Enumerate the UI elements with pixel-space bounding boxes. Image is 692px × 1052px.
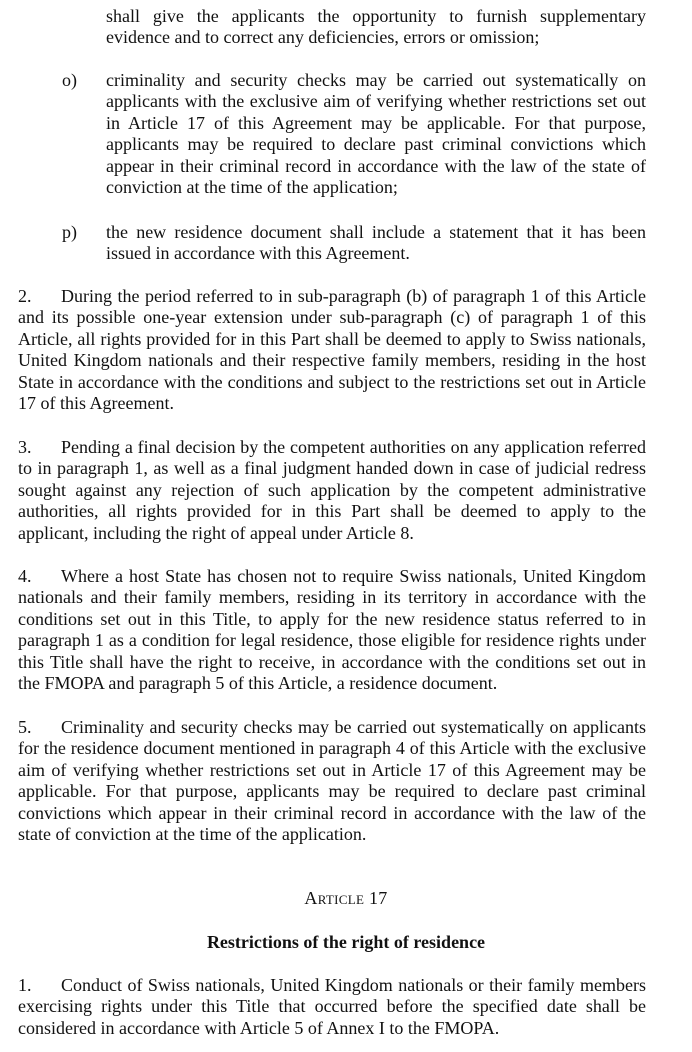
paragraph-text: During the period referred to in sub-paragraph (b) of paragraph 1 of this Article and its possible one-year extension under sub-paragraph (c) of paragraph 1 of this Article, all rights provided for in this Part shall be deemed to apply to Swiss nationals, United Kingdom nationals and their respective family members, residing in the host State in accordance with the conditions and subject to the restrictions set out in Article 17 of this Agreement. (18, 286, 646, 414)
paragraph-number: 4. (18, 566, 32, 586)
paragraph-text: Where a host State has chosen not to require Swiss nationals, United Kingdom nationals and their family members, residing in its territory in accordance with the conditions set out in this Title, to apply for the new residence status referred to in paragraph 1 as a condition for legal residence, those eligible for residence rights under this Title shall have the right to receive, in accordance with the conditions set out in the FMOPA and paragraph 5 of this Article, a residence document. (18, 566, 646, 694)
paragraph-text: Pending a final decision by the competent authorities on any application referred to in paragraph 1, as well as a final judgment handed down in case of judicial redress sought against any rejection of such application by the competent administrative authorities, all rights provided for in this Part shall be deemed to apply to the applicant, including the right of appeal under Article 8. (18, 437, 646, 543)
item-text: criminality and security checks may be carried out systematically on applicants with the exclusive aim of verifying whether restrictions set out in Article 17 of this Agreement may be applicable. For that purpose, applicants may be required to declare past criminal convictions which appear in their criminal record in accordance with the law of the state of conviction at the time of the application; (106, 70, 646, 198)
paragraph-number: 3. (18, 437, 32, 457)
paragraph-text: Criminality and security checks may be carried out systematically on applicants for the residence document mentioned in paragraph 4 of this Article with the exclusive aim of verifying whether restrictions set out in Article 17 of this Agreement may be applicable. For that purpose, applicants may be required to declare past criminal convictions which appear in their criminal record in accordance with the law of the state of conviction at the time of the application. (18, 717, 646, 845)
paragraph-4 (18, 566, 646, 694)
article-heading: Article 17 (304, 888, 388, 908)
paragraph-2 (18, 286, 646, 414)
paragraph-5 (18, 717, 646, 845)
continuation-text: shall give the applicants the opportunity to furnish supplementary evidence and to correct any deficiencies, errors or omission; (106, 6, 646, 48)
item-label: p) (62, 222, 77, 242)
article-title: Restrictions of the right of residence (206, 932, 486, 952)
item-text: the new residence document shall include a statement that it has been issued in accordance with this Agreement. (106, 222, 646, 264)
paragraph-number: 1. (18, 975, 32, 995)
paragraph-number: 2. (18, 286, 32, 306)
paragraph-text: Conduct of Swiss nationals, United Kingdom nationals or their family members exercising rights under this Title that occurred before the specified date shall be considered in accordance with Article 5 of Annex I to the FMOPA. (18, 975, 646, 1038)
article-paragraph-1 (18, 975, 646, 1039)
paragraph-3 (18, 437, 646, 544)
paragraph-number: 5. (18, 717, 32, 737)
item-label: o) (62, 70, 77, 90)
